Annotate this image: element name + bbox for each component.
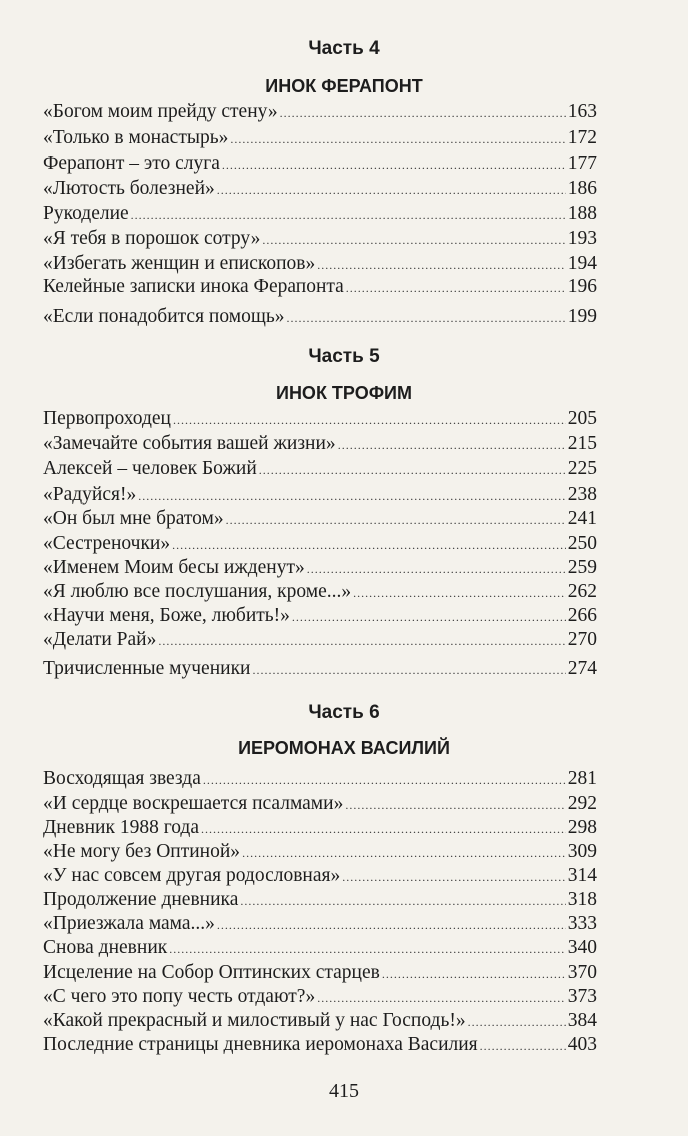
leader-dots — [217, 914, 566, 936]
toc-entry — [43, 533, 597, 556]
leader-dots — [338, 434, 566, 456]
leader-dots — [172, 534, 566, 556]
toc-entry-title: «Избегать женщин и епископов» — [43, 253, 316, 274]
toc-entry-page: 194 — [567, 253, 597, 274]
toc-entry-page: 314 — [567, 865, 597, 886]
toc-entry-page: 199 — [567, 306, 597, 327]
toc-entry — [43, 276, 597, 299]
toc-entry-page: 274 — [567, 658, 597, 679]
leader-dots — [317, 254, 566, 276]
toc-entry — [43, 1034, 597, 1057]
part-label: Часть 6 — [308, 702, 380, 723]
toc-entry — [43, 793, 597, 816]
toc-entry-page: 318 — [567, 889, 597, 910]
toc-entry-page: 241 — [567, 508, 597, 529]
toc-entry-title: «Если понадобится помощь» — [43, 306, 285, 327]
toc-entry — [43, 484, 597, 507]
leader-dots — [169, 938, 566, 960]
toc-entry-page: 186 — [567, 178, 597, 199]
leader-dots — [259, 459, 566, 481]
toc-entry-title: Продолжение дневника — [43, 889, 239, 910]
leader-dots — [262, 229, 565, 251]
leader-dots — [158, 630, 565, 652]
leader-dots — [217, 179, 566, 201]
toc-entry-title: Восходящая звезда — [43, 768, 201, 789]
leader-dots — [252, 659, 565, 681]
toc-entry — [43, 962, 597, 985]
toc-entry-page: 193 — [567, 228, 597, 249]
toc-entry-page: 225 — [567, 458, 597, 479]
toc-entry-title: «И сердце воскрешается псалмами» — [43, 793, 344, 814]
toc-entry — [43, 458, 597, 481]
toc-entry — [43, 817, 597, 840]
toc-entry — [43, 228, 597, 251]
toc-entry-title: Ферапонт – это слуга — [43, 153, 220, 174]
section-title: ИЕРОМОНАХ ВАСИЛИЙ — [238, 738, 450, 758]
toc-entry-page: 403 — [567, 1034, 597, 1055]
toc-entry-page: 373 — [567, 986, 597, 1007]
toc-entry-page: 370 — [567, 962, 597, 983]
leader-dots — [131, 204, 566, 226]
toc-entry-page: 196 — [567, 276, 597, 297]
leader-dots — [468, 1011, 566, 1033]
toc-entry-page: 215 — [567, 433, 597, 454]
toc-entry — [43, 306, 597, 329]
leader-dots — [342, 866, 566, 888]
toc-entry-title: «Именем Моим бесы ижденут» — [43, 557, 305, 578]
toc-entry — [43, 865, 597, 888]
toc-entry-title: «Я тебя в порошок сотру» — [43, 228, 261, 249]
toc-entry — [43, 178, 597, 201]
toc-entry — [43, 658, 597, 681]
toc-entry-title: «Какой прекрасный и милостивый у нас Господь!» — [43, 1010, 466, 1031]
leader-dots — [242, 842, 566, 864]
leader-dots — [382, 963, 566, 985]
toc-entry-page: 266 — [567, 605, 597, 626]
leader-dots — [346, 277, 566, 299]
toc-entry — [43, 127, 597, 150]
toc-entry — [43, 581, 597, 604]
toc-entry-page: 384 — [567, 1010, 597, 1031]
toc-entry-title: Тричисленные мученики — [43, 658, 251, 679]
section-title: ИНОК ФЕРАПОНТ — [265, 76, 423, 96]
leader-dots — [317, 987, 566, 1009]
toc-entry-page: 333 — [567, 913, 597, 934]
leader-dots — [201, 818, 566, 840]
toc-entry-title: Снова дневник — [43, 937, 168, 958]
toc-entry-page: 281 — [567, 768, 597, 789]
toc-entry — [43, 605, 597, 628]
toc-entry-page: 270 — [567, 629, 597, 650]
toc-entry-page: 205 — [567, 408, 597, 429]
toc-entry — [43, 913, 597, 936]
toc-entry — [43, 433, 597, 456]
toc-entry-title: Дневник 1988 года — [43, 817, 199, 838]
leader-dots — [286, 307, 565, 329]
toc-entry-page: 298 — [567, 817, 597, 838]
leader-dots — [222, 154, 566, 176]
leader-dots — [292, 606, 566, 628]
toc-entry-title: Келейные записки инока Ферапонта — [43, 276, 344, 297]
toc-entry — [43, 101, 597, 124]
toc-entry-title: Рукоделие — [43, 203, 129, 224]
part-label: Часть 5 — [308, 346, 380, 367]
toc-entry-page: 250 — [567, 533, 597, 554]
leader-dots — [230, 128, 565, 150]
toc-entry — [43, 253, 597, 276]
toc-entry-title: Исцеление на Собор Оптинских старцев — [43, 962, 380, 983]
toc-entry — [43, 889, 597, 912]
toc-entry-title: «С чего это попу честь отдают?» — [43, 986, 316, 1007]
part-label: Часть 4 — [308, 38, 380, 59]
leader-dots — [138, 485, 566, 507]
toc-entry-title: «Только в монастырь» — [43, 127, 229, 148]
toc-entry-page: 309 — [567, 841, 597, 862]
toc-entry-page: 163 — [567, 101, 597, 122]
toc-entry — [43, 203, 597, 226]
toc-entry-page: 259 — [567, 557, 597, 578]
toc-entry-title: «Приезжала мама...» — [43, 913, 215, 934]
toc-entry — [43, 557, 597, 580]
toc-entry-title: «Лютость болезней» — [43, 178, 215, 199]
toc-entry-title: «Я люблю все послушания, кроме...» — [43, 581, 352, 602]
leader-dots — [240, 890, 565, 912]
toc-entry — [43, 937, 597, 960]
toc-entry-title: Последние страницы дневника иеромонаха Василия — [43, 1034, 478, 1055]
toc-entry-title: «Радуйся!» — [43, 484, 137, 505]
leader-dots — [353, 582, 566, 604]
toc-entry-page: 177 — [567, 153, 597, 174]
toc-entry-title: «Не могу без Оптиной» — [43, 841, 241, 862]
toc-entry — [43, 768, 597, 791]
toc-entry — [43, 408, 597, 431]
toc-entry-title: «Он был мне братом» — [43, 508, 224, 529]
leader-dots — [480, 1035, 566, 1057]
toc-entry-title: Первопроходец — [43, 408, 171, 429]
toc-entry-title: «Богом моим прейду стену» — [43, 101, 278, 122]
toc-entry-page: 340 — [567, 937, 597, 958]
toc-entry — [43, 508, 597, 531]
section-title: ИНОК ТРОФИМ — [276, 383, 412, 403]
leader-dots — [203, 769, 566, 791]
toc-entry-title: Алексей – человек Божий — [43, 458, 257, 479]
toc-entry — [43, 629, 597, 652]
toc-entry-title: «Научи меня, Боже, любить!» — [43, 605, 290, 626]
toc-entry-page: 292 — [567, 793, 597, 814]
toc-entry-title: «Замечайте события вашей жизни» — [43, 433, 336, 454]
toc-entry-title: «Делати Рай» — [43, 629, 157, 650]
toc-entry — [43, 986, 597, 1009]
leader-dots — [307, 558, 566, 580]
toc-entry — [43, 841, 597, 864]
toc-entry — [43, 1010, 597, 1033]
toc-entry-page: 188 — [567, 203, 597, 224]
toc-entry-page: 172 — [567, 127, 597, 148]
leader-dots — [173, 409, 566, 431]
leader-dots — [280, 102, 566, 124]
leader-dots — [345, 794, 565, 816]
page-number: 415 — [329, 1080, 359, 1102]
toc-entry — [43, 153, 597, 176]
leader-dots — [226, 509, 566, 531]
toc-entry-title: «У нас совсем другая родословная» — [43, 865, 341, 886]
toc-entry-page: 238 — [567, 484, 597, 505]
toc-entry-page: 262 — [567, 581, 597, 602]
toc-entry-title: «Сестреночки» — [43, 533, 171, 554]
